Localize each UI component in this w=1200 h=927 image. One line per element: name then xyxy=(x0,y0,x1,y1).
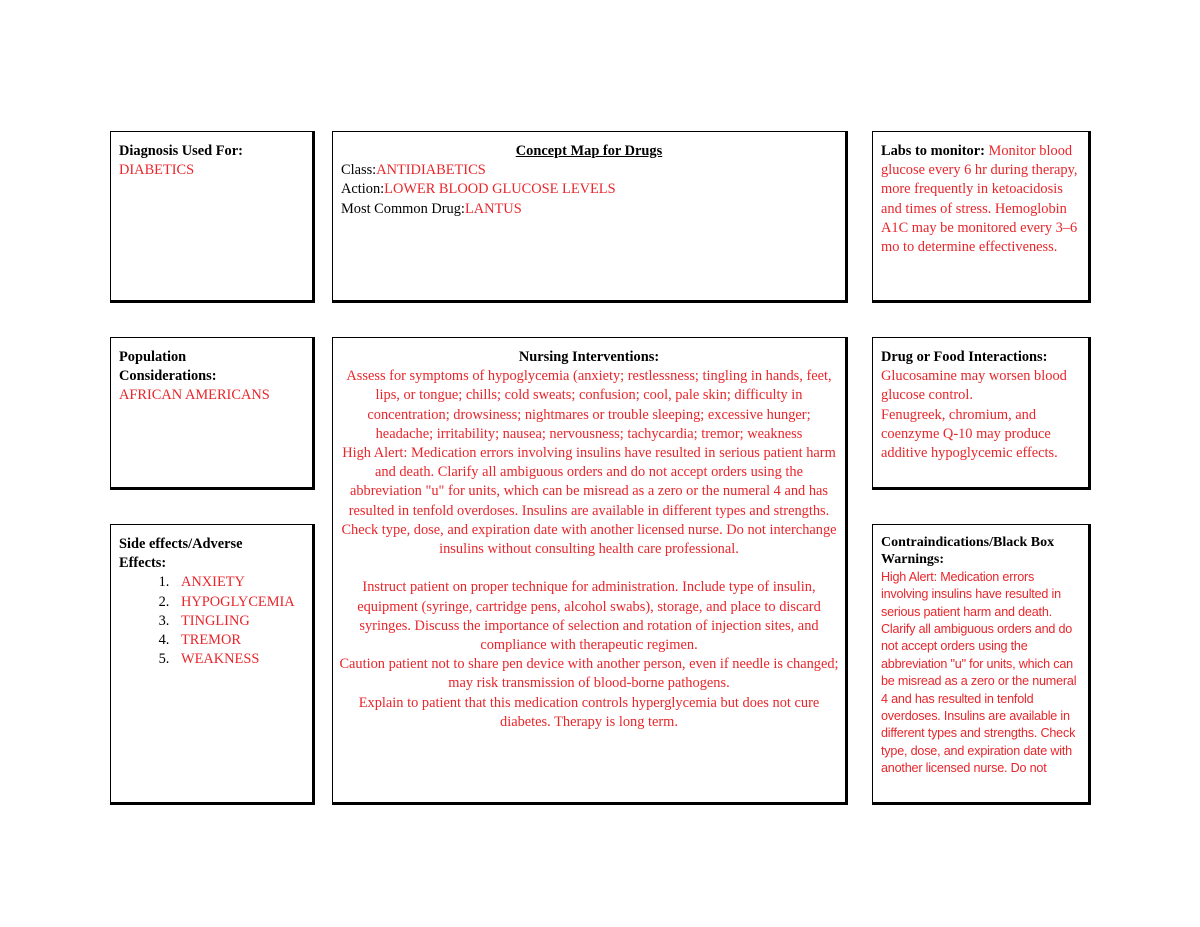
class-row xyxy=(341,161,837,180)
nursing-paragraph-2: High Alert: Medication errors involving insulins have resulted in serious patient harm and death. Clarify all ambiguous orders and do not accept orders using the abbreviation "u" for units, which can be misread as a zero or the numeral 4 and has resulted in tenfold overdoses. Insulins are available in different types and strengths. Check type, dose, and expiration date with another licensed nurse. Do not interchange insulins without consulting health care professional. xyxy=(341,445,837,558)
nursing-paragraph-1: Assess for symptoms of hypoglycemia (anxiety; restlessness; tingling in hands, feet, lips, or tongue; chills; cold sweats; confusion; cool, pale skin; difficulty in concentration; drowsiness; nightmares or trouble sleeping; excessive hunger; headache; irritability; nausea; nervousness; tachycardia; tremor; weakness xyxy=(346,368,832,442)
population-label: Population Considerations: xyxy=(119,349,217,385)
concept-map-title: Concept Map for Drugs xyxy=(515,143,663,159)
diagnosis-label: Diagnosis Used For: xyxy=(119,143,243,159)
contraindications-value: High Alert: Medication errors involving insulins have resulted in serious patient harm and death. Clarify all ambiguous orders and do not accept orders using the abbreviation "u" for units, which can be misread as a zero or the numeral 4 and has resulted in tenfold overdoses. Insulins are available in different types and strengths. Check type, dose, and expiration date with another licensed nurse. Do not xyxy=(881,569,1077,776)
nursing-paragraph-3: Instruct patient on proper technique for administration. Include type of insulin, equipment (syringe, cartridge pens, alcohol swabs), storage, and place to discard syringes. Discuss the importance of selection and rotation of injection sites, and compliance with therapeutic regimen. xyxy=(357,579,821,654)
class-value: ANTIDIABETICS xyxy=(376,162,486,179)
interactions-label: Drug or Food Interactions: xyxy=(881,349,1048,365)
nursing-paragraph-4: Caution patient not to share pen device with another person, even if needle is changed; may risk transmission of blood-borne pathogens. xyxy=(339,656,839,692)
concept-map-box xyxy=(332,131,848,303)
drug-label: Most Common Drug: xyxy=(341,200,465,217)
labs-label: Labs to monitor: xyxy=(881,143,985,159)
diagnosis-box xyxy=(110,131,315,303)
labs-box xyxy=(872,131,1091,303)
drug-value: LANTUS xyxy=(464,200,522,217)
action-label: Action: xyxy=(341,181,385,198)
contraindications-label: Contraindications/Black Box Warnings: xyxy=(881,535,1055,568)
population-box xyxy=(110,337,315,490)
population-value: AFRICAN AMERICANS xyxy=(119,387,270,404)
side-effects-box xyxy=(110,524,315,805)
side-effect-item: 4. TREMOR xyxy=(173,631,304,650)
interactions-line-2: Fenugreek, chromium, and coenzyme Q-10 may produce additive hypoglycemic effects. xyxy=(881,406,1058,462)
side-effect-item: 5. WEAKNESS xyxy=(173,650,304,669)
contraindications-box xyxy=(872,524,1091,805)
drug-row xyxy=(341,200,837,219)
side-effect-item: 2. HYPOGLYCEMIA xyxy=(173,593,304,612)
class-label: Class: xyxy=(341,162,377,179)
interactions-box xyxy=(872,337,1091,490)
side-effect-item: 3. TINGLING xyxy=(173,612,304,631)
nursing-paragraph-5: Explain to patient that this medication controls hyperglycemia but does not cure diabetes. Therapy is long term. xyxy=(358,694,820,730)
side-effect-item: 1. ANXIETY xyxy=(173,573,304,592)
action-row xyxy=(341,180,837,199)
labs-value: Monitor blood glucose every 6 hr during therapy, more frequently in ketoacidosis and times of stress. Hemoglobin A1C may be monitored every 3–6 mo to determine effectiveness. xyxy=(881,143,1078,256)
nursing-gap xyxy=(339,559,839,578)
side-effects-list xyxy=(119,573,304,669)
nursing-title: Nursing Interventions: xyxy=(518,349,660,365)
side-effects-label: Side effects/Adverse Effects: xyxy=(119,536,243,572)
diagnosis-value: DIABETICS xyxy=(119,162,195,179)
interactions-line-1: Glucosamine may worsen blood glucose control. xyxy=(881,368,1067,404)
nursing-box xyxy=(332,337,848,805)
action-value: LOWER BLOOD GLUCOSE LEVELS xyxy=(384,181,616,198)
